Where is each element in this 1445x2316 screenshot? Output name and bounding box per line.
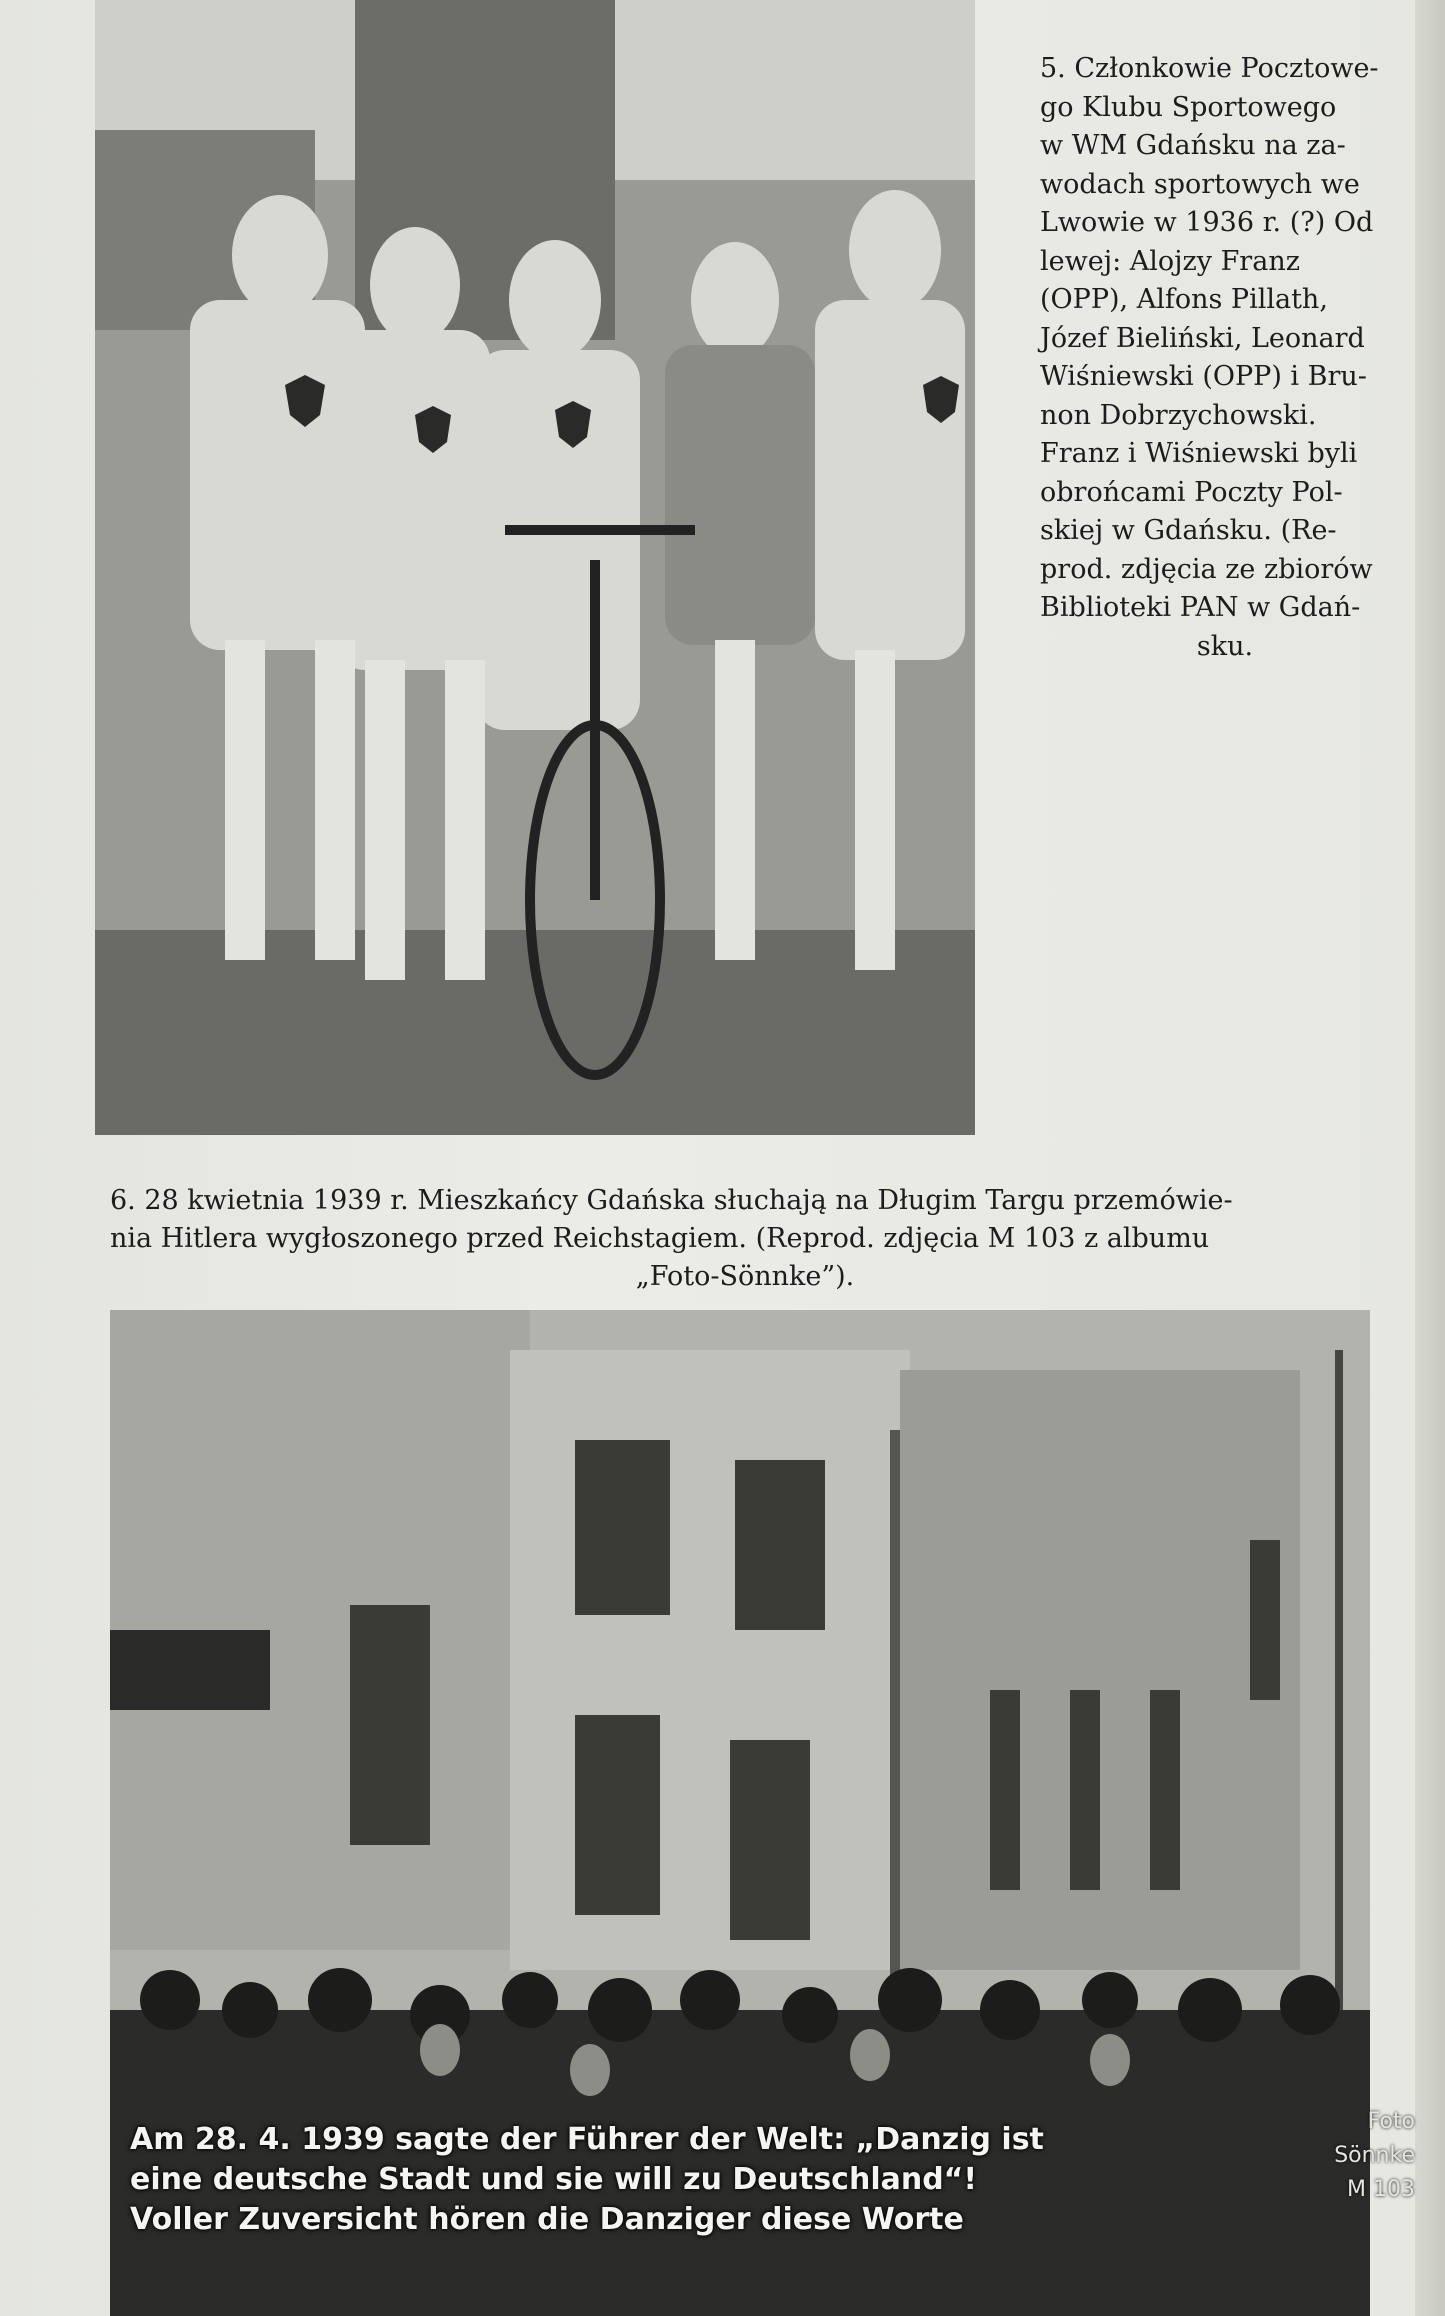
credit-line: Foto Sönnke [1334,2109,1415,2168]
page-edge [1415,0,1445,2316]
caption-6-line: 6. 28 kwietnia 1939 r. Mieszkańcy Gdańska słuchają na Długim Targu przemówie- [110,1185,1233,1216]
caption-5-line: (OPP), Alfons Pillath, [1040,284,1328,315]
caption-5-line: Lwowie w 1936 r. (?) Od [1040,207,1374,238]
caption-5-line: 5. Członkowie Pocztowe- [1040,53,1379,84]
photo-5-illustration [95,0,975,1135]
caption-5-line: w WM Gdańsku na za- [1040,130,1346,161]
photo-sports-club-members [95,0,975,1135]
caption-6-line: „Foto-Sönnke”). [635,1261,855,1292]
credit-line: M 103 [1347,2177,1415,2202]
caption-5-line: skiej w Gdańsku. (Re- [1040,515,1337,546]
caption-5-line: go Klubu Sportowego [1040,91,1337,123]
caption-5-line: obrońcami Poczty Pol- [1040,476,1343,508]
caption-5-line: Biblioteki PAN w Gdań- [1040,592,1361,623]
overlay-line: eine deutsche Stadt und sie will zu Deutschland“! [130,2162,978,2197]
caption-5-line: Franz i Wiśniewski byli [1040,438,1358,469]
caption-5-line: wodach sportowych we [1040,168,1360,200]
caption-5-line: sku. [1196,630,1254,662]
caption-6-line: nia Hitlera wygłoszonego przed Reichstagiem. (Reprod. zdjęcia M 103 z albumu [110,1223,1210,1254]
caption-5-line: lewej: Alojzy Franz [1040,245,1300,277]
photo-5-caption [1040,50,1410,666]
caption-5-line: Józef Bieliński, Leonard [1040,322,1365,354]
overlay-line: Voller Zuversicht hören die Danziger diese Worte [130,2202,964,2237]
overlay-line: Am 28. 4. 1939 sagte der Führer der Welt: „Danzig ist [130,2122,1044,2157]
photo-6-credit [1295,2105,1415,2207]
photo-6-caption [110,1182,1380,1296]
caption-5-line: prod. zdjęcia ze zbiorów [1040,553,1373,585]
caption-5-line: Wiśniewski (OPP) i Bru- [1040,361,1367,392]
caption-5-line: non Dobrzychowski. [1040,399,1317,431]
photo-6-overlay-text [130,2120,1350,2240]
